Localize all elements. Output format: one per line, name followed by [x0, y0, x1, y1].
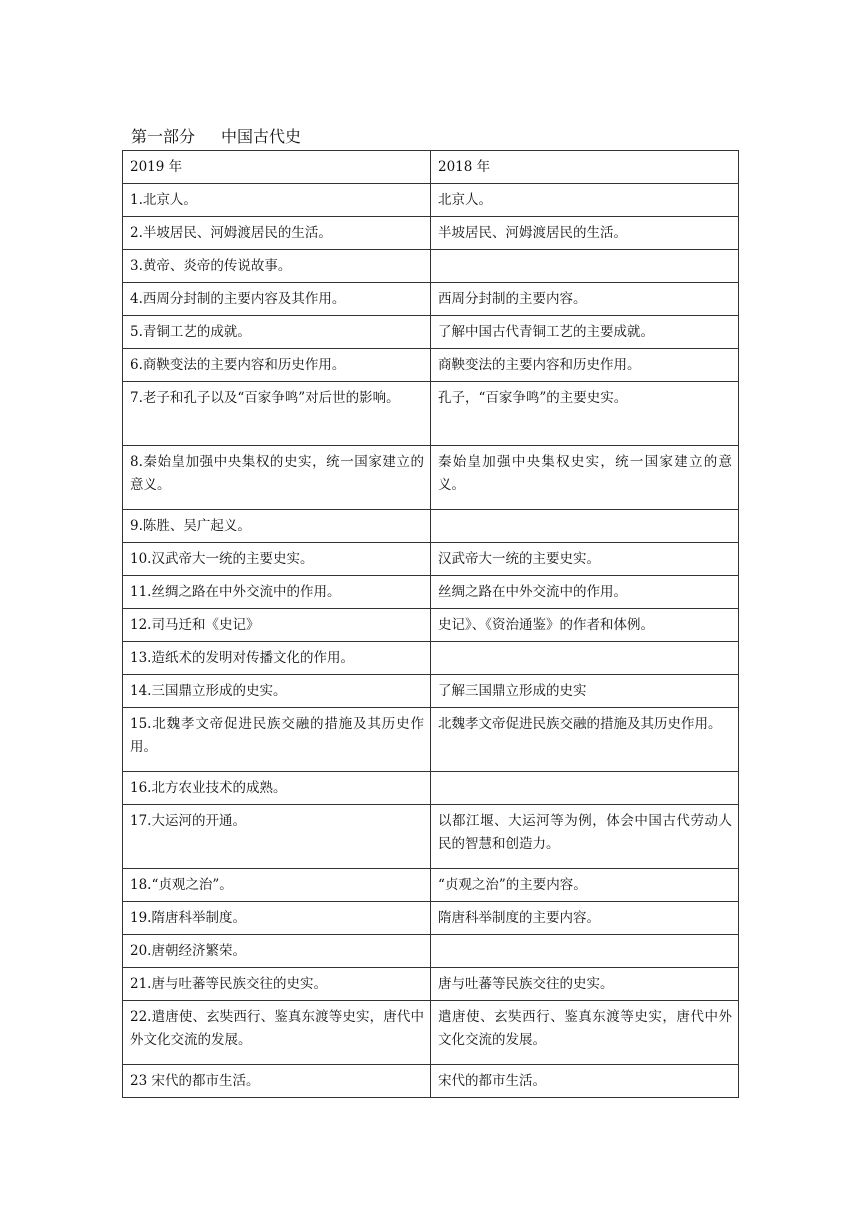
cell-2019: 11.丝绸之路在中外交流中的作用。	[123, 576, 431, 609]
cell-2018: 了解三国鼎立形成的史实	[431, 675, 739, 708]
cell-2018: 半坡居民、河姆渡居民的生活。	[431, 217, 739, 250]
cell-2019: 20.唐朝经济繁荣。	[123, 935, 431, 968]
table-row	[123, 316, 739, 349]
cell-2018: 史记》、《资治通鉴》的作者和体例。	[431, 609, 739, 642]
cell-2019: 18.“贞观之治”。	[123, 869, 431, 902]
table-row	[123, 576, 739, 609]
cell-2019: 21.唐与吐蕃等民族交往的史实。	[123, 968, 431, 1001]
cell-2018	[431, 935, 739, 968]
section-title: 第一部分	[131, 127, 196, 146]
cell-2019: 4.西周分封制的主要内容及其作用。	[123, 283, 431, 316]
cell-2019: 5.青铜工艺的成就。	[123, 316, 431, 349]
cell-2018	[431, 642, 739, 675]
table-row	[123, 805, 739, 869]
table-row	[123, 543, 739, 576]
table-row	[123, 869, 739, 902]
cell-2019: 1.北京人。	[123, 184, 431, 217]
cell-2018: 遣唐使、玄奘西行、鉴真东渡等史实，唐代中外文化交流的发展。	[431, 1001, 739, 1065]
cell-2018: 唐与吐蕃等民族交往的史实。	[431, 968, 739, 1001]
comparison-table	[122, 150, 739, 1098]
table-row	[123, 642, 739, 675]
table-row	[123, 935, 739, 968]
table-row	[123, 446, 739, 510]
cell-2019: 2.半坡居民、河姆渡居民的生活。	[123, 217, 431, 250]
cell-2019: 12.司马迁和《史记》	[123, 609, 431, 642]
table-row	[123, 382, 739, 446]
cell-2018	[431, 772, 739, 805]
cell-2018: 商鞅变法的主要内容和历史作用。	[431, 349, 739, 382]
header-2019: 2019 年	[123, 151, 431, 184]
table-row	[123, 1001, 739, 1065]
cell-2019: 22.遣唐使、玄奘西行、鉴真东渡等史实，唐代中外文化交流的发展。	[123, 1001, 431, 1065]
cell-2018: 北京人。	[431, 184, 739, 217]
cell-2019: 8.秦始皇加强中央集权的史实，统一国家建立的意义。	[123, 446, 431, 510]
cell-2019: 10.汉武帝大一统的主要史实。	[123, 543, 431, 576]
cell-2019: 14.三国鼎立形成的史实。	[123, 675, 431, 708]
cell-2018: 丝绸之路在中外交流中的作用。	[431, 576, 739, 609]
table-row	[123, 675, 739, 708]
cell-2019: 23 宋代的都市生活。	[123, 1065, 431, 1098]
cell-2019: 15.北魏孝文帝促进民族交融的措施及其历史作用。	[123, 708, 431, 772]
cell-2018: 北魏孝文帝促进民族交融的措施及其历史作用。	[431, 708, 739, 772]
cell-2018: “贞观之治”的主要内容。	[431, 869, 739, 902]
cell-2019: 9.陈胜、吴广起义。	[123, 510, 431, 543]
table-row	[123, 510, 739, 543]
cell-2018: 秦始皇加强中央集权史实，统一国家建立的意义。	[431, 446, 739, 510]
cell-2019: 3.黄帝、炎帝的传说故事。	[123, 250, 431, 283]
table-row	[123, 772, 739, 805]
cell-2019: 6.商鞅变法的主要内容和历史作用。	[123, 349, 431, 382]
cell-2018: 汉武帝大一统的主要史实。	[431, 543, 739, 576]
cell-2018: 以都江堰、大运河等为例，体会中国古代劳动人民的智慧和创造力。	[431, 805, 739, 869]
cell-2019: 16.北方农业技术的成熟。	[123, 772, 431, 805]
section-subtitle: 中国古代史	[221, 127, 302, 146]
cell-2018: 宋代的都市生活。	[431, 1065, 739, 1098]
cell-2019: 19.隋唐科举制度。	[123, 902, 431, 935]
table-row	[123, 708, 739, 772]
table-row	[123, 283, 739, 316]
table-row	[123, 609, 739, 642]
cell-2018: 西周分封制的主要内容。	[431, 283, 739, 316]
cell-2018	[431, 250, 739, 283]
cell-2019: 13.造纸术的发明对传播文化的作用。	[123, 642, 431, 675]
table-body	[123, 151, 739, 1098]
cell-2018: 了解中国古代青铜工艺的主要成就。	[431, 316, 739, 349]
table-row	[123, 184, 739, 217]
header-2018: 2018 年	[431, 151, 739, 184]
table-row	[123, 250, 739, 283]
table-row	[123, 1065, 739, 1098]
cell-2019: 17.大运河的开通。	[123, 805, 431, 869]
cell-2018: 孔子，“百家争鸣”的主要史实。	[431, 382, 739, 446]
section-heading	[131, 126, 301, 148]
table-header-row	[123, 151, 739, 184]
table-row	[123, 217, 739, 250]
table-row	[123, 968, 739, 1001]
cell-2019: 7.老子和孔子以及“百家争鸣”对后世的影响。	[123, 382, 431, 446]
cell-2018: 隋唐科举制度的主要内容。	[431, 902, 739, 935]
table-row	[123, 349, 739, 382]
cell-2018	[431, 510, 739, 543]
table-row	[123, 902, 739, 935]
